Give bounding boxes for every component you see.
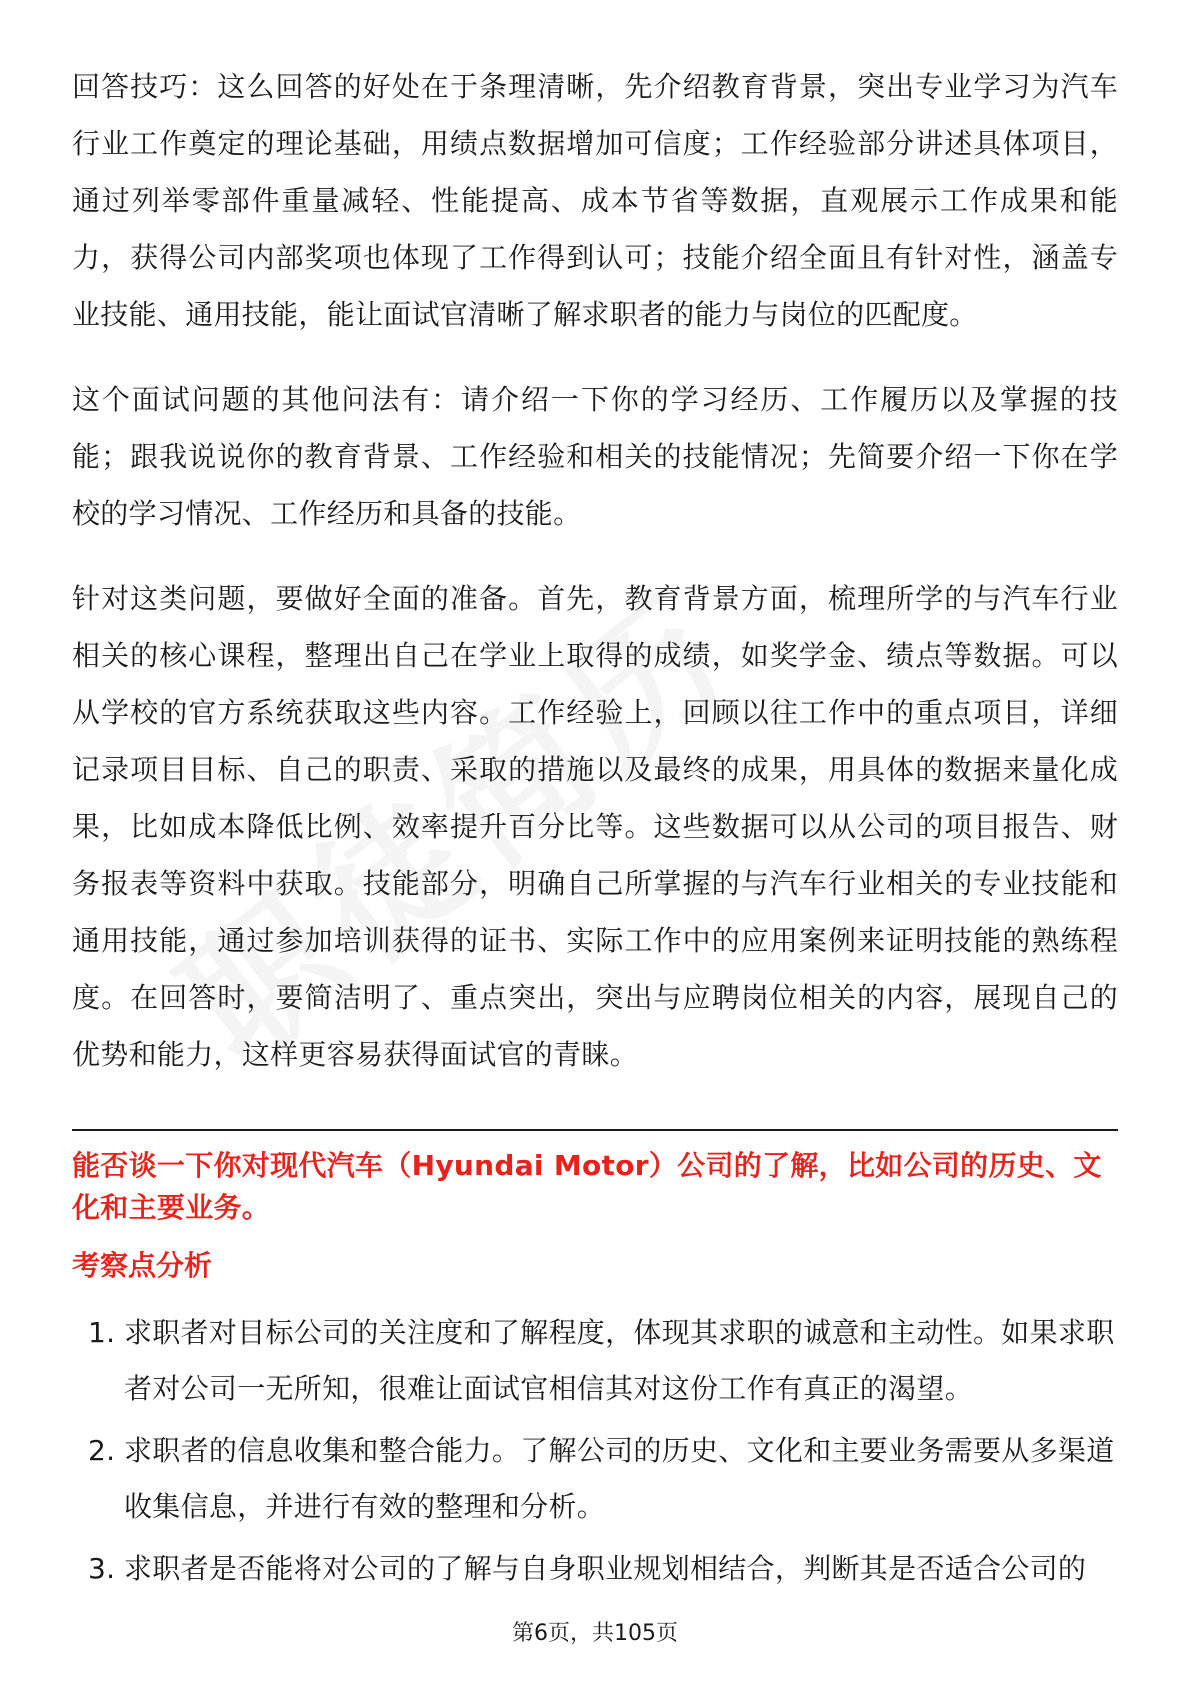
list-item: [72, 1305, 1118, 1417]
page-footer: 第6页，共105页: [512, 1621, 678, 1646]
document-page: [72, 58, 1118, 1603]
list-item-text: 求职者的信息收集和整合能力。了解公司的历史、文化和主要业务需要从多渠道收集信息，并进行有效的整理和分析。: [124, 1434, 1115, 1523]
paragraph-answer-tips: 回答技巧：这么回答的好处在于条理清晰，先介绍教育背景，突出专业学习为汽车行业工作奠定的理论基础，用绩点数据增加可信度；工作经验部分讲述具体项目，通过列举零部件重量减轻、性能提高、成本节省等数据，直观展示工作成果和能力，获得公司内部奖项也体现了工作得到认可；技能介绍全面且有针对性，涵盖专业技能、通用技能，能让面试官清晰了解求职者的能力与岗位的匹配度。: [72, 70, 1118, 331]
paragraph-preparation: 针对这类问题，要做好全面的准备。首先，教育背景方面，梳理所学的与汽车行业相关的核心课程，整理出自己在学业上取得的成绩，如奖学金、绩点等数据。可以从学校的官方系统获取这些内容。工作经验上，回顾以往工作中的重点项目，详细记录项目目标、自己的职责、采取的措施以及最终的成果，用具体的数据来量化成果，比如成本降低比例、效率提升百分比等。这些数据可以从公司的项目报告、财务报表等资料中获取。技能部分，明确自己所掌握的与汽车行业相关的专业技能和通用技能，通过参加培训获得的证书、实际工作中的应用案例来证明技能的熟练程度。在回答时，要简洁明了、重点突出，突出与应聘岗位相关的内容，展现自己的优势和能力，这样更容易获得面试官的青睐。: [72, 582, 1118, 1071]
list-item-number: 3.: [88, 1552, 116, 1585]
list-item-text: 求职者对目标公司的关注度和了解程度，体现其求职的诚意和主动性。如果求职者对公司一无所知，很难让面试官相信其对这份工作有真正的渴望。: [124, 1316, 1115, 1405]
list-item-number: 1.: [88, 1316, 116, 1349]
paragraph-alternative-questions: 这个面试问题的其他问法有：请介绍一下你的学习经历、工作履历以及掌握的技能；跟我说说你的教育背景、工作经验和相关的技能情况；先简要介绍一下你在学校的学习情况、工作经历和具备的技能。: [72, 383, 1118, 530]
section-divider: [72, 1129, 1118, 1131]
list-item: [72, 1423, 1118, 1535]
section-heading: 考察点分析: [72, 1249, 213, 1282]
list-item-text: 求职者是否能将对公司的了解与自身职业规划相结合，判断其是否适合公司的: [124, 1552, 1087, 1585]
list-item: [72, 1541, 1118, 1597]
analysis-list: [72, 1305, 1118, 1597]
interview-question: 能否谈一下你对现代汽车（Hyundai Motor）公司的了解，比如公司的历史、文化和主要业务。: [72, 1149, 1102, 1224]
list-item-number: 2.: [88, 1434, 116, 1467]
